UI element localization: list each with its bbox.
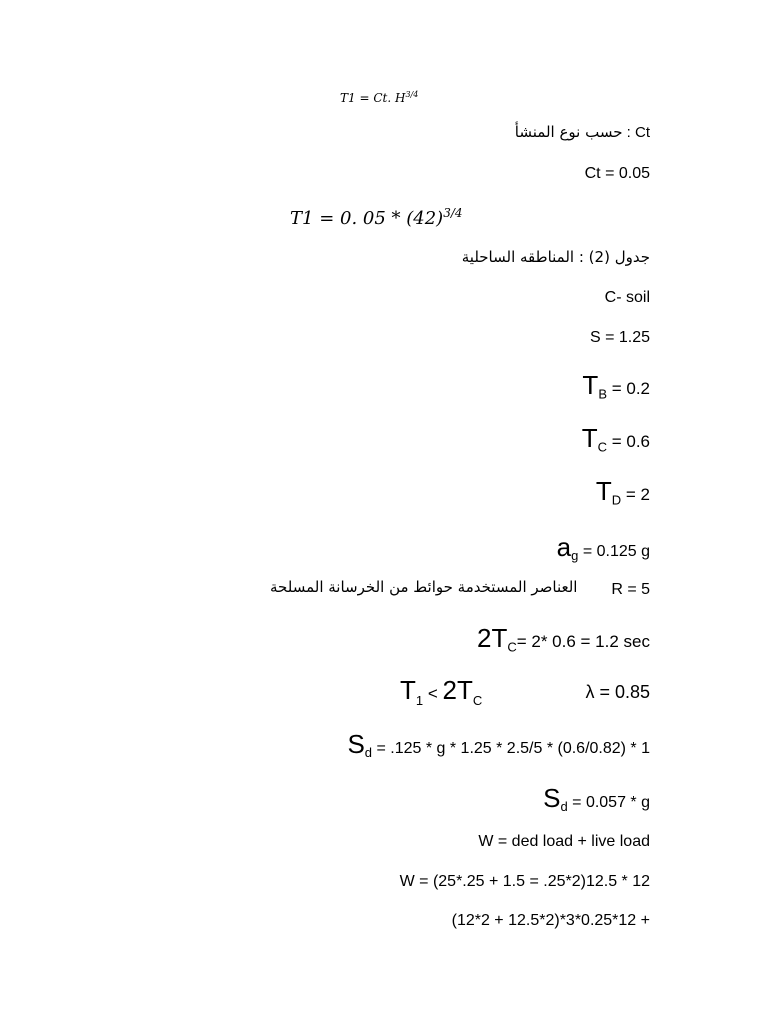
less-than: < (423, 684, 443, 703)
ag-value (556, 532, 650, 564)
sd-formula (347, 729, 650, 761)
ct-definition (515, 125, 650, 140)
td-rest: = 2 (621, 485, 650, 504)
sd-subscript: d (364, 745, 373, 761)
sd-symbol: S (347, 729, 365, 759)
tb-symbol: T (582, 370, 599, 400)
element-description-arabic: العناصر المستخدمة حوائط من الخرسانة المسلحة (270, 578, 578, 596)
soil-factor: S = 1.25 (589, 329, 650, 346)
soil-class: C- soil (604, 289, 650, 306)
period-comparison (400, 675, 483, 709)
tb-value (582, 370, 650, 402)
two-tc-rest: = 2* 0.6 = 1.2 sec (516, 632, 650, 651)
ag-symbol: a (556, 532, 572, 562)
tc-value (581, 423, 650, 455)
ct-definition-arabic: حسب نوع المنشأ (514, 123, 623, 141)
tc-subscript: C (597, 439, 607, 455)
tc-symbol: T (581, 423, 598, 453)
formula-eq: = (355, 91, 374, 105)
ct-definition-sep: : (622, 124, 635, 141)
ag-rest: = 0.125 g (578, 543, 650, 560)
formula-lhs: T1 (290, 208, 314, 229)
table-reference: جدول (2) : المناطقه الساحلية (461, 248, 650, 266)
sd-symbol: S (543, 783, 561, 813)
weight-calculation-1: W = (25*.25 + 1.5 = .25*2)12.5 * 12 (399, 873, 650, 890)
t1-subscript: 1 (415, 693, 424, 709)
ct-value: Ct = 0.05 (584, 165, 650, 182)
formula-lhs: T1 (340, 91, 356, 105)
two-tc-symbol: 2T (442, 675, 473, 705)
r-value: R = 5 (611, 581, 650, 598)
formula-exponent: 3/4 (443, 206, 463, 220)
two-tc-symbol: 2T (477, 623, 508, 653)
td-symbol: T (595, 476, 612, 506)
two-tc-subscript: C (472, 693, 483, 709)
weight-calculation-2: (12*2 + 12.5*2)*3*0.25*12 + (451, 912, 650, 929)
ag-subscript: g (571, 548, 579, 564)
tb-subscript: B (598, 386, 607, 402)
t1-symbol: T (400, 675, 416, 705)
tb-rest: = 0.2 (606, 379, 650, 398)
two-tc-subscript: C (507, 639, 517, 655)
formula-t1-general (340, 92, 418, 104)
tc-rest: = 0.6 (606, 432, 650, 451)
sd-value (543, 783, 650, 815)
td-subscript: D (611, 492, 622, 508)
lambda-value: λ = 0.85 (585, 682, 650, 702)
sd-rest: = .125 * g * 1.25 * 2.5/5 * (0.6/0.82) * 1 (372, 740, 650, 757)
ct-definition-symbol: Ct (635, 124, 650, 141)
formula-base: Ct. H (373, 91, 406, 105)
formula-rhs: 0. 05 * (42) (340, 208, 444, 229)
two-tc-value (477, 623, 650, 655)
weight-definition: W = ded load + live load (478, 833, 650, 850)
formula-t1-numeric (290, 206, 463, 229)
formula-eq: = (313, 208, 340, 229)
sd-rest: = 0.057 * g (567, 794, 650, 811)
td-value (595, 476, 650, 508)
sd-subscript: d (560, 799, 568, 815)
formula-exponent: 3/4 (405, 90, 419, 99)
